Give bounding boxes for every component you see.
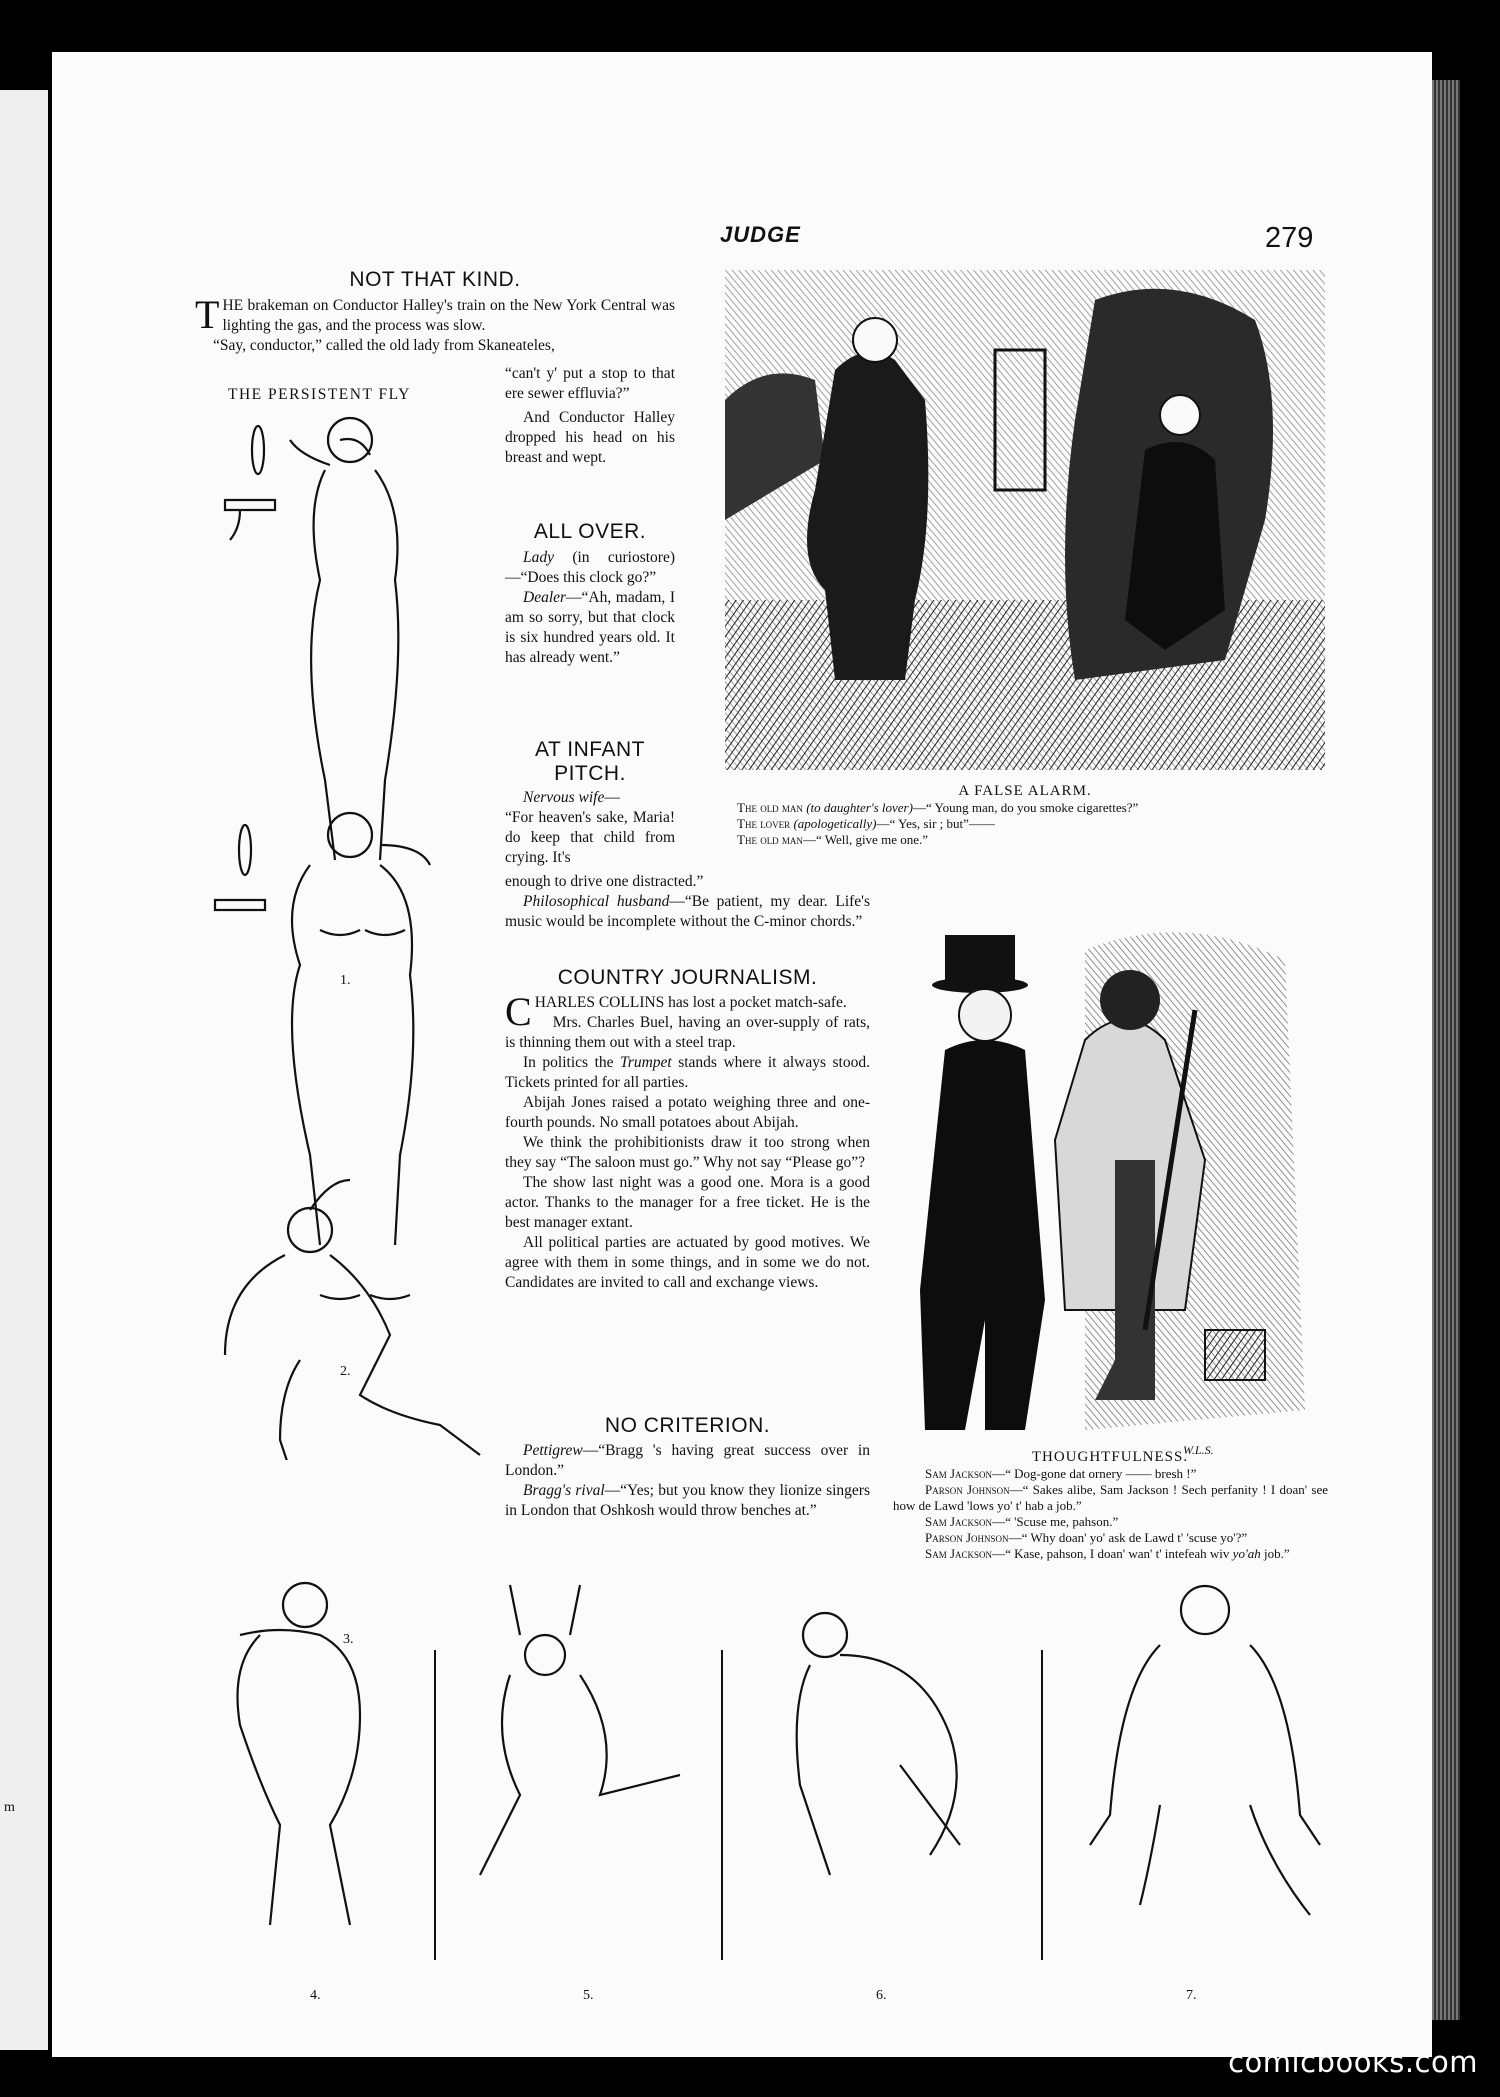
story-all-over: ALL OVER. Lady (in curiostore) —“Does this clock go?” Dealer—“Ah, madam, I am so sorry, but that clock is six hundred years old. It has already went.” [505,520,675,666]
drop-cap: T [195,292,220,337]
paragraph: “can't y' put a stop to that ere sewer effluvia?” [505,365,675,402]
paragraph: The show last night was a good one. Mora is a good actor. Thanks to the manager for a free ticket. He is the best manager extant. [505,1174,870,1231]
headline: NO CRITERION. [604,1414,771,1437]
page-stack-edge [1432,80,1460,2020]
paragraph: Abijah Jones raised a potato weighing three and one-fourth pounds. No small potatoes about Abijah. [505,1094,870,1131]
paragraph: “For heaven's sake, Maria! do keep that child from crying. It's [505,809,675,866]
comic-panels-1-3 [200,410,500,1460]
headline: AT INFANT [535,738,645,761]
headline: COUNTRY JOURNALISM. [557,966,818,989]
paragraph: All political parties are actuated by good motives. We agree with them in some things, and in some we do not. Candidates are invited to call and exchange views. [505,1234,870,1291]
speaker: Lady [523,549,554,566]
shaving-man-figure-5 [480,1585,680,1875]
panel-number-4: 4. [310,1988,321,2003]
thoughtfulness-caption-title: THOUGHTFULNESS. [1031,1449,1189,1465]
shaving-man-figure-2 [215,813,430,1299]
watermark: comicbooks.com [1228,2045,1478,2079]
panel-number-1: 1. [340,973,351,988]
headline-line2: PITCH. [554,762,626,785]
shaving-man-figure-7 [1090,1586,1320,1915]
speaker: Pettigrew [523,1442,583,1459]
panel-number-5: 5. [583,1988,594,2003]
story-not-that-kind-continued [505,364,675,468]
headline: ALL OVER. [533,520,647,543]
panel-number-6: 6. [876,1988,887,2003]
paragraph: And Conductor Halley dropped his head on his breast and wept. [505,409,675,466]
shaving-man-figure-3 [225,1180,480,1460]
speaker: Nervous wife [523,789,605,806]
shaving-man-figure-1 [225,418,405,935]
shaving-man-figure-4 [238,1583,361,1925]
false-alarm-illustration [725,270,1325,770]
thoughtfulness-dialogue: Sam Jackson—“ Dog-gone dat ornery —— bresh !” Parson Johnson—“ Sakes alibe, Sam Jackson ! Sech perfanity ! I doan' see how de Lawd 'lows yo' t' hab a job.” Sam Jackson—“ 'Scuse me, pahson.” Parson Johnson—“ Why doan' yo' ask de Lawd t' 'scuse yo'?” Sam Jackson—“ Kase, pahson, I doan' wan' t' intefeah wiv yo'ah job.” [893,1466,1328,1561]
headline: NOT THAT KIND. [349,268,521,291]
masthead: JUDGE [720,222,801,247]
drop-cap: C [505,989,532,1034]
page-number: 279 [1265,222,1314,254]
paragraph: enough to drive one distracted.” [505,873,704,890]
newspaper-name: Trumpet [620,1054,672,1071]
paragraph: “Say, conductor,” called the old lady from Skaneateles, [213,337,555,354]
story-infant-pitch: AT INFANT PITCH. Nervous wife— “For heaven's sake, Maria! do keep that child from crying. It's [505,738,675,866]
panel-number-3: 3. [343,1632,354,1647]
facing-page-edge [0,90,48,2050]
speaker: Bragg's rival [523,1482,605,1499]
speaker: Philosophical husband [523,893,670,910]
facing-page-margin-mark: m [4,1800,15,1815]
story-not-that-kind [195,268,675,356]
paragraph: HE brakeman on Conductor Halley's train on the New York Central was lighting the gas, and the process was slow. [222,297,675,334]
shaving-man-figure-6 [797,1613,960,1875]
paragraph: We think the prohibitionists draw it too strong when they say “The saloon must go.” Why not say “Please go”? [505,1134,870,1171]
false-alarm-dialogue: The old man (to daughter's lover)—“ Young man, do you smoke cigarettes?” The lover (apologetically)—“ Yes, sir ; but”—— The old man—“ Well, give me one.” [737,800,1139,847]
artist-signature: W.L.S. [1183,1443,1214,1457]
panel-number-7: 7. [1186,1988,1197,2003]
comic-panels-4-7 [200,1565,1340,1985]
thoughtfulness-illustration [905,910,1325,1440]
paragraph: Mrs. Charles Buel, having an over-supply of rats, is thinning them out with a steel trap. [505,1014,870,1051]
story-infant-pitch-continued: enough to drive one distracted.” Philosophical husband—“Be patient, my dear. Life's music would be incomplete without the C-minor chords.” [505,873,870,930]
story-no-criterion: NO CRITERION. Pettigrew—“Bragg 's having great success over in London.” Bragg's rival—“Yes; but you know they lionize singers in London that Oshkosh would throw benches at.” [505,1414,870,1519]
panel-number-2: 2. [340,1364,351,1379]
paragraph: HARLES COLLINS has lost a pocket match-safe. [534,994,847,1011]
speaker: Dealer [523,589,567,606]
false-alarm-caption-title: A FALSE ALARM. [958,783,1092,799]
story-country-journalism: COUNTRY JOURNALISM. CHARLES COLLINS has lost a pocket match-safe. Mrs. Charles Buel, having an over-supply of rats, is thinning them out with a steel trap. In politics the Trumpet stands where it always stood. Tickets printed for all parties. Abijah Jones raised a potato weighing three and one-fourth pounds. No small potatoes about Abijah. We think the prohibitionists draw it too strong when they say “The saloon must go.” Why not say “Please go”? The show last night was a good one. Mora is a good actor. Thanks to the manager for a free ticket. He is the best manager extant. All political parties are actuated by good motives. We agree with them in some things, and in some we do not. Candidates are invited to call and exchange views. [505,966,870,1291]
comic-title: THE PERSISTENT FLY [228,386,411,403]
